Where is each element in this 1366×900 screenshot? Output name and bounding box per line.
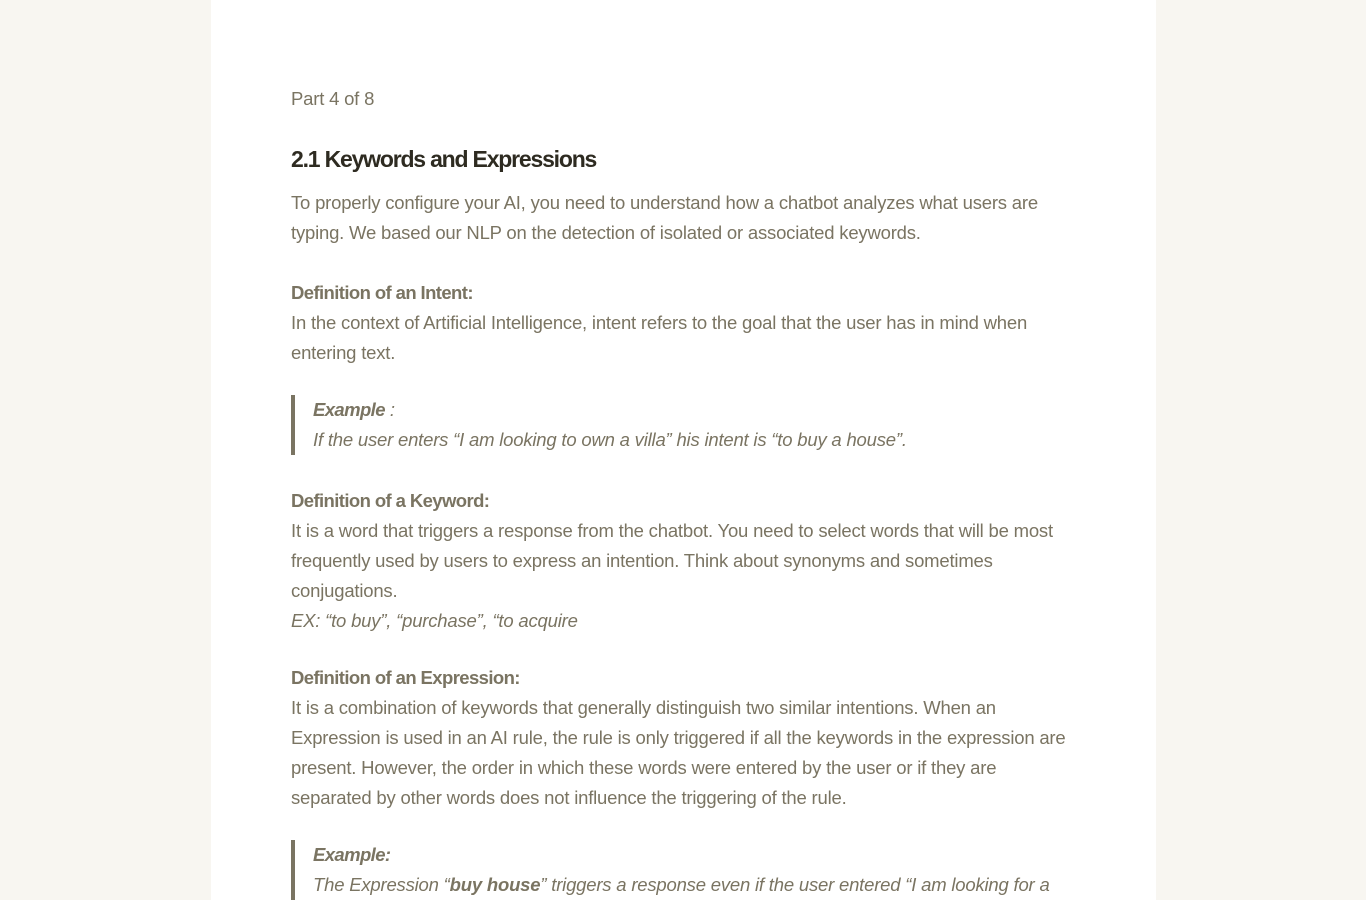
expression-example-bold: buy house [449,874,541,895]
expression-example-post: ” triggers a response even if the user entered “I am looking for a [540,874,1050,895]
section-heading: 2.1 Keywords and Expressions [291,146,597,172]
expression-definition-body: It is a combination of keywords that generally distinguish two similar intentions. When an Expression is used in an AI rule, the rule is only triggered if all the keywords in the expression are present. However, the order in which these words were entered by the user or if they are separated by other words does not influence the triggering of the rule. [291,697,1066,808]
keyword-example: EX: “to buy”, “purchase”, “to acquire [291,610,578,631]
intent-example-heading [313,395,1081,425]
intent-definition-body: In the context of Artificial Intelligence, intent refers to the goal that the user has in mind when entering text. [291,312,1028,363]
article-content [291,84,1081,900]
intent-definition-title: Definition of an Intent: [291,282,473,303]
intro-paragraph: To properly configure your AI, you need to understand how a chatbot analyzes what users are typing. We based our NLP on the detection of isolated or associated keywords. [291,192,1038,243]
part-indicator: Part 4 of 8 [291,88,375,109]
intent-example-title-suffix: : [384,399,395,420]
expression-example-body [313,870,1081,900]
expression-example-quote [291,840,1081,900]
expression-example-title: Example: [313,844,391,865]
intent-example-title: Example [313,399,385,420]
intent-example-body: If the user enters “I am looking to own a villa” his intent is “to buy a house”. [313,429,907,450]
expression-definition-title: Definition of an Expression: [291,667,520,688]
document-sheet [211,0,1156,900]
intent-example-quote [291,395,1081,455]
keyword-definition-title: Definition of a Keyword: [291,490,490,511]
keyword-definition-body: It is a word that triggers a response from the chatbot. You need to select words that will be most frequently used by users to express an intention. Think about synonyms and sometimes conjugations. [291,520,1053,601]
expression-example-pre: The Expression “ [313,874,450,895]
